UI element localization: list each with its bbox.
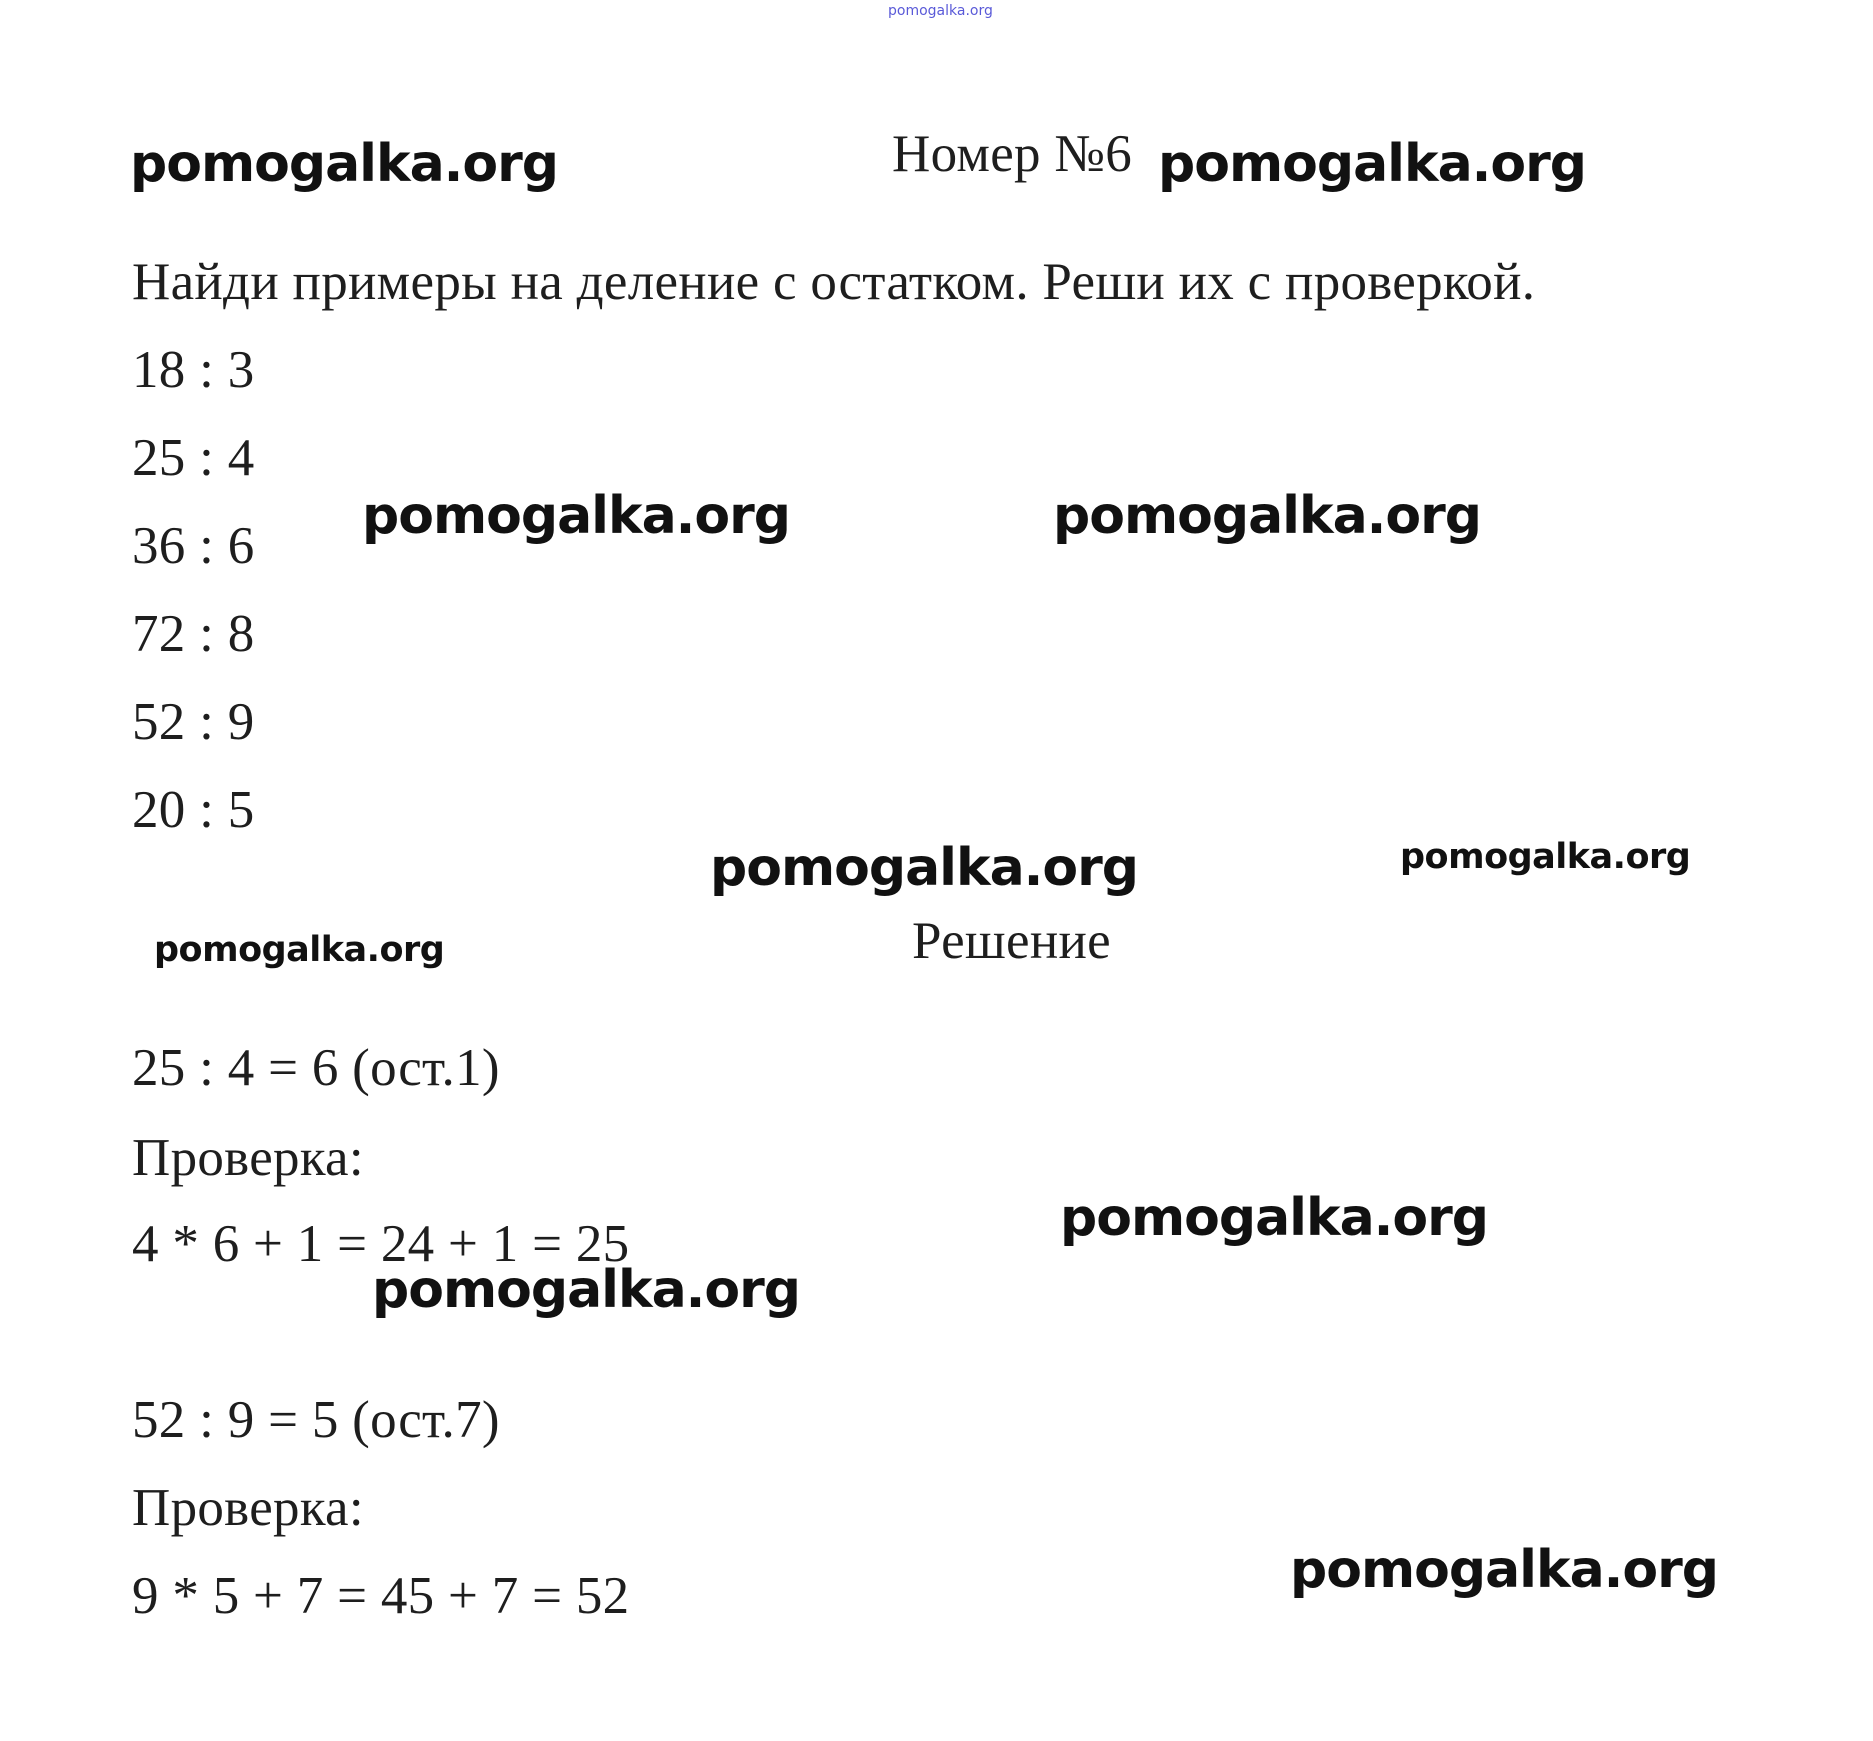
watermark-logo: pomogalka.org <box>1400 837 1691 877</box>
task-text: Найди примеры на деление с остатком. Реши их с проверкой. <box>132 253 1536 311</box>
example-item: 25 : 4 <box>132 429 255 487</box>
watermark-logo: pomogalka.org <box>372 1260 801 1320</box>
watermark-logo: pomogalka.org <box>1158 134 1587 194</box>
check-label: Проверка: <box>132 1129 364 1187</box>
example-item: 36 : 6 <box>132 517 255 575</box>
check-label: Проверка: <box>132 1479 364 1537</box>
example-item: 20 : 5 <box>132 781 255 839</box>
solution-equation: 52 : 9 = 5 (ост.7) <box>132 1391 500 1449</box>
watermark-logo: pomogalka.org <box>130 134 559 194</box>
example-item: 52 : 9 <box>132 693 255 751</box>
check-expression: 9 * 5 + 7 = 45 + 7 = 52 <box>132 1567 630 1625</box>
watermark-logo: pomogalka.org <box>1290 1540 1719 1600</box>
watermark-logo: pomogalka.org <box>362 486 791 546</box>
solution-equation: 25 : 4 = 6 (ост.1) <box>132 1039 500 1097</box>
check-expression: 4 * 6 + 1 = 24 + 1 = 25 <box>132 1215 630 1273</box>
example-item: 72 : 8 <box>132 605 255 663</box>
watermark-top-tiny: pomogalka.org <box>888 3 993 19</box>
task-number: Номер №6 <box>892 125 1133 183</box>
watermark-logo: pomogalka.org <box>154 930 445 970</box>
watermark-logo: pomogalka.org <box>710 838 1139 898</box>
watermark-logo: pomogalka.org <box>1060 1188 1489 1248</box>
solution-title: Решение <box>912 912 1111 970</box>
example-item: 18 : 3 <box>132 341 255 399</box>
watermark-logo: pomogalka.org <box>1053 486 1482 546</box>
